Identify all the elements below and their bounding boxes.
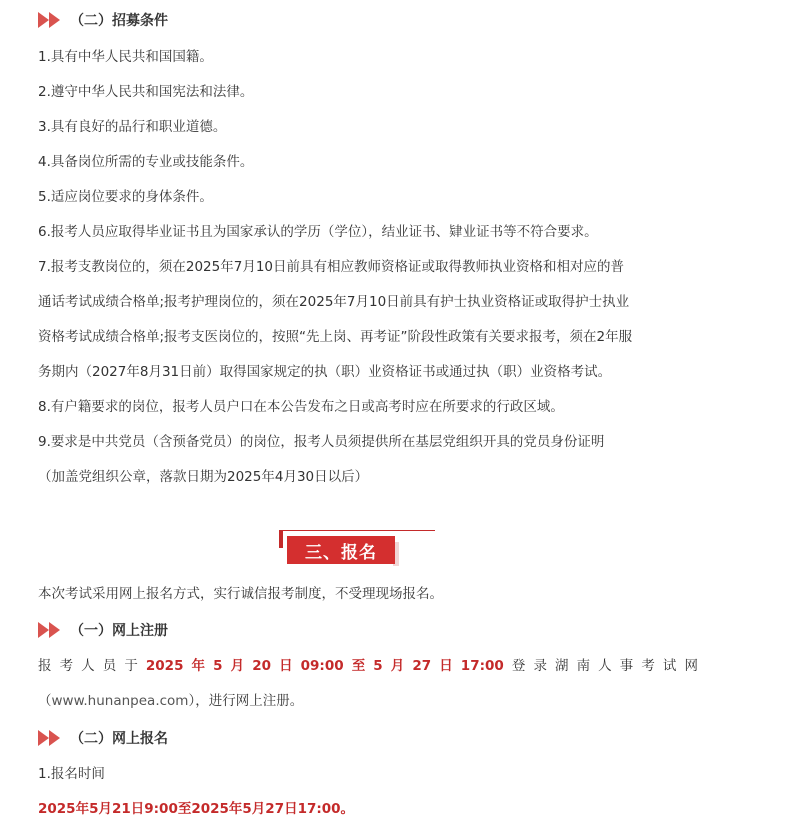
register-time-part: 日 (439, 658, 453, 674)
condition-item-9-line-1: 9.要求是中共党员（含预备党员）的岗位，报考人员须提供所在基层党组织开具的党员身份证明 (38, 434, 605, 450)
online-register-heading (38, 619, 168, 641)
section-title-decor-line (281, 530, 435, 531)
text-char: 登 (511, 658, 526, 674)
condition-item-7-line-3: 资格考试成绩合格单;报考支医岗位的，按照“先上岗、再考证”阶段性政策有关要求报考，须在2年服 (38, 329, 633, 345)
register-time-part: 5 (213, 658, 223, 674)
register-site-suffix: ），进行网上注册。 (188, 693, 304, 709)
text-char: 员 (102, 658, 117, 674)
apply-time-label: 1.报名时间 (38, 766, 105, 782)
online-apply-heading-text: （二）网上报名 (70, 731, 168, 747)
online-register-heading-text: （一）网上注册 (70, 623, 168, 639)
recruit-conditions-heading-text: （二）招募条件 (70, 13, 168, 29)
signup-intro: 本次考试采用网上报名方式，实行诚信报考制度，不受理现场报名。 (38, 586, 443, 602)
register-site-line (38, 691, 303, 711)
register-time-part: 月 (390, 658, 405, 674)
register-time-part: 年 (191, 658, 206, 674)
text-char: 录 (533, 658, 547, 674)
condition-item-1: 1.具有中华人民共和国国籍。 (38, 49, 213, 65)
section-title-decor-bar (279, 530, 283, 548)
condition-item-6: 6.报考人员应取得毕业证书且为国家承认的学历（学位），结业证书、肄业证书等不符合要求。 (38, 224, 598, 240)
text-char: 报 (38, 658, 52, 674)
register-time-part: 20 (252, 658, 271, 674)
text-char: 考 (641, 658, 655, 674)
section-title-box: 三、报名 (287, 536, 395, 564)
register-time-part: 至 (351, 658, 366, 674)
text-char: 湖 (555, 658, 569, 674)
paren-open: （ (38, 693, 52, 709)
register-time-line (38, 656, 698, 676)
online-apply-heading (38, 727, 168, 749)
register-time-part: 月 (230, 658, 245, 674)
condition-item-3: 3.具有良好的品行和职业道德。 (38, 119, 227, 135)
double-arrow-icon (38, 730, 62, 746)
condition-item-4: 4.具备岗位所需的专业或技能条件。 (38, 154, 254, 170)
register-time-part: 27 (412, 658, 432, 674)
text-char: 人 (598, 658, 612, 674)
text-char: 南 (576, 658, 591, 674)
condition-item-8: 8.有户籍要求的岗位，报考人员户口在本公告发布之日或高考时应在所要求的行政区域。 (38, 399, 564, 415)
register-time-part: 17:00 (460, 658, 504, 674)
text-char: 试 (662, 658, 677, 674)
register-time-part: 5 (373, 658, 383, 674)
condition-item-7-line-1: 7.报考支教岗位的，须在2025年7月10日前具有相应教师资格证或取得教师执业资格和相对应的普 (38, 259, 625, 275)
condition-item-2: 2.遵守中华人民共和国宪法和法律。 (38, 84, 254, 100)
text-char: 于 (124, 658, 138, 674)
condition-item-9-line-2: （加盖党组织公章，落款日期为2025年4月30日以后） (38, 469, 369, 485)
apply-time-value: 2025年5月21日9:00至2025年5月27日17:00。 (38, 801, 355, 817)
double-arrow-icon (38, 12, 62, 28)
condition-item-5: 5.适应岗位要求的身体条件。 (38, 189, 213, 205)
register-time-part: 09:00 (300, 658, 344, 674)
condition-item-7-line-2: 通话考试成绩合格单;报考护理岗位的，须在2025年7月10日前具有护士执业资格证或取得护士执业 (38, 294, 630, 310)
condition-item-7-line-4: 务期内（2027年8月31日前）取得国家规定的执（职）业资格证书或通过执（职）业资格考试。 (38, 364, 612, 380)
section-title-signup (279, 528, 437, 566)
text-char: 事 (619, 658, 634, 674)
register-time-part: 2025 (145, 658, 184, 674)
recruit-conditions-heading (38, 9, 168, 31)
text-char: 人 (81, 658, 95, 674)
register-time-part: 日 (279, 658, 293, 674)
text-char: 网 (684, 658, 698, 674)
double-arrow-icon (38, 622, 62, 638)
hunanpea-link[interactable]: www.hunanpea.com (51, 693, 189, 709)
text-char: 考 (59, 658, 74, 674)
